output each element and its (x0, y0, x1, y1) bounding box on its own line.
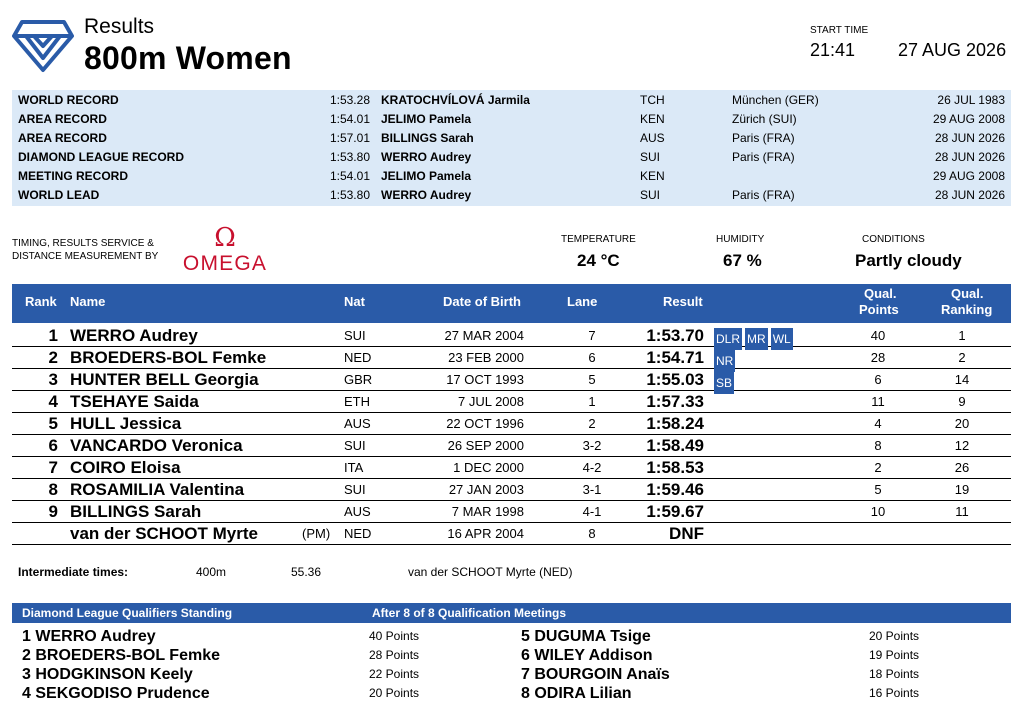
points-cell: 28 (870, 350, 886, 365)
table-row (12, 435, 1011, 457)
standings-title: Diamond League Qualifiers Standing (22, 606, 233, 620)
standing-points: 20 Points (869, 629, 920, 643)
standing-points: 16 Points (869, 686, 920, 700)
standing-name: DUGUMA Tsige (534, 628, 651, 645)
result-cell: 1:55.03 (646, 370, 704, 389)
result-cell: DNF (669, 524, 704, 543)
table-row (12, 501, 1011, 523)
result-cell: 1:58.53 (646, 458, 704, 477)
standing-name: HODGKINSON Keely (35, 666, 193, 683)
dob-cell: 26 SEP 2000 (447, 438, 524, 453)
points-cell: 40 (870, 328, 886, 343)
humidity-label: HUMIDITY (716, 234, 765, 245)
standing-item (22, 647, 220, 665)
dob-cell: 7 JUL 2008 (457, 394, 524, 409)
record-label: WORLD RECORD (18, 93, 119, 107)
record-nat: KEN (640, 169, 665, 183)
header-nat: Nat (344, 294, 365, 309)
standings-subtitle: After 8 of 8 Qualification Meetings (372, 606, 567, 620)
record-date: 28 JUN 2026 (934, 131, 1005, 145)
event-title: 800m Women (84, 40, 292, 76)
athlete-name: TSEHAYE Saida (70, 392, 199, 411)
rank-cell: 8 (48, 480, 58, 499)
standing-rank: 1 (22, 628, 31, 645)
athlete-name: WERRO Audrey (70, 326, 198, 345)
intermediate-label: Intermediate times: (18, 565, 129, 579)
record-holder: WERRO Audrey (381, 188, 472, 202)
omega-logo-icon (176, 224, 274, 274)
record-date: 29 AUG 2008 (932, 112, 1005, 126)
points-cell: 8 (874, 438, 882, 453)
standings-bar (12, 603, 1011, 623)
record-badges (714, 350, 738, 366)
intermediate-athlete: van der SCHOOT Myrte (NED) (408, 565, 573, 579)
record-badge: SB (714, 372, 734, 394)
record-label: AREA RECORD (18, 112, 107, 126)
athlete-name: HUNTER BELL Georgia (70, 370, 259, 389)
record-venue: Paris (FRA) (732, 150, 795, 164)
table-row (12, 479, 1011, 501)
record-venue: Zürich (SUI) (732, 112, 797, 126)
dob-cell: 16 APR 2004 (447, 526, 524, 541)
record-badge: WL (771, 328, 793, 350)
omega-brand-text: OMEGA (182, 252, 268, 274)
results-label: Results (84, 15, 155, 38)
record-nat: KEN (640, 112, 665, 126)
record-date: 28 JUN 2026 (934, 150, 1005, 164)
rank-cell: 2 (48, 348, 58, 367)
standing-rank: 7 (521, 666, 530, 683)
result-cell: 1:59.67 (646, 502, 704, 521)
intermediate-distance: 400m (196, 565, 227, 579)
record-badges (714, 328, 796, 344)
header-dob: Date of Birth (443, 294, 521, 309)
lane-cell: 3-1 (582, 482, 602, 497)
standing-points: 40 Points (369, 629, 420, 643)
diamond-league-logo-icon (12, 18, 74, 74)
standing-points: 19 Points (869, 648, 920, 662)
standing-rank: 8 (521, 685, 530, 702)
record-row (12, 110, 1011, 129)
header-result: Result (663, 294, 703, 309)
record-venue: Paris (FRA) (732, 131, 795, 145)
table-row (12, 523, 1011, 545)
standing-rank: 4 (22, 685, 31, 702)
lane-cell: 1 (588, 394, 596, 409)
table-row (12, 325, 1011, 347)
record-badge: NR (714, 350, 735, 372)
record-time: 1:53.28 (329, 93, 370, 107)
ranking-cell: 9 (958, 394, 966, 409)
table-row (12, 391, 1011, 413)
standing-item (521, 628, 651, 646)
points-cell: 10 (870, 504, 886, 519)
ranking-cell: 2 (958, 350, 966, 365)
table-row (12, 457, 1011, 479)
dob-cell: 27 MAR 2004 (444, 328, 524, 343)
temperature-label: TEMPERATURE (561, 234, 636, 245)
record-date: 26 JUL 1983 (937, 93, 1005, 107)
result-cell: 1:58.49 (646, 436, 704, 455)
header-qual-points-1: Qual. (864, 286, 897, 301)
header-qual-ranking-1: Qual. (951, 286, 984, 301)
rank-cell: 4 (48, 392, 58, 411)
athlete-name: VANCARDO Veronica (70, 436, 243, 455)
record-badges (714, 372, 737, 388)
nat-cell: SUI (344, 438, 366, 453)
header-qual-points-2: Points (859, 302, 899, 317)
lane-cell: 4-2 (582, 460, 602, 475)
record-holder: KRATOCHVÍLOVÁ Jarmila (381, 93, 530, 107)
result-cell: 1:58.24 (646, 414, 704, 433)
table-row (12, 413, 1011, 435)
nat-cell: ITA (344, 460, 364, 475)
points-cell: 11 (871, 394, 885, 409)
standing-name: SEKGODISO Prudence (35, 685, 210, 702)
standing-item (22, 628, 156, 646)
lane-cell: 2 (588, 416, 596, 431)
header-rank: Rank (25, 294, 57, 309)
record-venue: Paris (FRA) (732, 188, 795, 202)
conditions-value: Partly cloudy (855, 251, 962, 270)
athlete-name: BILLINGS Sarah (70, 502, 202, 521)
record-label: DIAMOND LEAGUE RECORD (18, 150, 185, 164)
nat-cell: NED (344, 350, 372, 365)
record-holder: WERRO Audrey (381, 150, 472, 164)
record-time: 1:54.01 (329, 112, 370, 126)
ranking-cell: 11 (955, 504, 969, 519)
rank-cell: 3 (48, 370, 58, 389)
start-time-label: START TIME (810, 25, 869, 36)
nat-cell: SUI (344, 482, 366, 497)
record-label: AREA RECORD (18, 131, 107, 145)
standing-item (521, 666, 670, 684)
record-row (12, 186, 1011, 205)
record-nat: TCH (640, 93, 665, 107)
standing-points: 18 Points (869, 667, 920, 681)
intermediate-time: 55.36 (291, 565, 322, 579)
standing-points: 22 Points (369, 667, 420, 681)
nat-cell: ETH (344, 394, 370, 409)
record-nat: SUI (640, 188, 661, 202)
nat-cell: SUI (344, 328, 366, 343)
rank-cell: 6 (48, 436, 58, 455)
nat-cell: AUS (344, 504, 371, 519)
timing-credit-line-1: TIMING, RESULTS SERVICE & (12, 238, 154, 249)
lane-cell: 8 (588, 526, 596, 541)
standing-item (521, 647, 653, 665)
standing-name: BROEDERS-BOL Femke (35, 647, 220, 664)
points-cell: 5 (874, 482, 882, 497)
standing-rank: 3 (22, 666, 31, 683)
start-time: 21:41 (810, 40, 856, 60)
nat-cell: NED (344, 526, 372, 541)
record-time: 1:53.80 (329, 150, 370, 164)
lane-cell: 6 (588, 350, 596, 365)
rank-cell: 5 (48, 414, 58, 433)
record-holder: BILLINGS Sarah (381, 131, 474, 145)
athlete-name: van der SCHOOT Myrte (70, 524, 258, 543)
result-cell: 1:53.70 (646, 326, 704, 345)
results-table-header (12, 284, 1011, 323)
standing-item (22, 666, 193, 684)
temperature-value: 24 °C (577, 251, 620, 270)
standing-name: BOURGOIN Anaïs (534, 666, 670, 683)
standing-rank: 6 (521, 647, 530, 664)
record-badge: MR (745, 328, 768, 350)
record-label: MEETING RECORD (18, 169, 129, 183)
rank-cell: 1 (48, 326, 58, 345)
points-cell: 4 (874, 416, 882, 431)
record-nat: SUI (640, 150, 661, 164)
record-nat: AUS (640, 131, 665, 145)
athlete-name: BROEDERS-BOL Femke (70, 348, 267, 367)
ranking-cell: 19 (954, 482, 970, 497)
standing-name: WILEY Addison (534, 647, 653, 664)
svg-text:Ω: Ω (214, 224, 236, 253)
dob-cell: 1 DEC 2000 (453, 460, 524, 475)
standing-rank: 2 (22, 647, 31, 664)
record-row (12, 129, 1011, 148)
ranking-cell: 1 (958, 328, 966, 343)
record-label: WORLD LEAD (18, 188, 100, 202)
humidity-value: 67 % (723, 251, 762, 270)
points-cell: 6 (874, 372, 882, 387)
header-qual-ranking-2: Ranking (941, 302, 993, 317)
lane-cell: 7 (588, 328, 596, 343)
event-date: 27 AUG 2026 (898, 40, 1007, 60)
points-cell: 2 (874, 460, 882, 475)
standing-name: ODIRA Lilian (534, 685, 632, 702)
nat-cell: GBR (344, 372, 373, 387)
record-venue: München (GER) (732, 93, 819, 107)
conditions-label: CONDITIONS (862, 234, 925, 245)
standing-points: 20 Points (369, 686, 420, 700)
standing-item (521, 685, 632, 703)
result-cell: 1:59.46 (646, 480, 704, 499)
standing-item (22, 685, 210, 703)
dob-cell: 23 FEB 2000 (448, 350, 524, 365)
record-time: 1:53.80 (329, 188, 370, 202)
record-holder: JELIMO Pamela (381, 112, 472, 126)
dob-cell: 27 JAN 2003 (448, 482, 524, 497)
athlete-name: ROSAMILIA Valentina (70, 480, 245, 499)
lane-cell: 4-1 (582, 504, 602, 519)
record-holder: JELIMO Pamela (381, 169, 472, 183)
nat-cell: AUS (344, 416, 371, 431)
table-row (12, 369, 1011, 391)
lane-cell: 5 (588, 372, 596, 387)
ranking-cell: 26 (954, 460, 970, 475)
standing-rank: 5 (521, 628, 530, 645)
ranking-cell: 14 (954, 372, 970, 387)
standing-points: 28 Points (369, 648, 420, 662)
header-name: Name (70, 294, 106, 309)
table-row (12, 347, 1011, 369)
athlete-name: HULL Jessica (70, 414, 182, 433)
timing-credit-line-2: DISTANCE MEASUREMENT BY (12, 251, 159, 262)
pacemaker-tag: (PM) (302, 526, 331, 541)
lane-cell: 3-2 (582, 438, 602, 453)
dob-cell: 7 MAR 1998 (451, 504, 524, 519)
record-row (12, 91, 1011, 110)
ranking-cell: 12 (954, 438, 970, 453)
record-time: 1:57.01 (329, 131, 370, 145)
dob-cell: 17 OCT 1993 (446, 372, 524, 387)
rank-cell: 9 (48, 502, 58, 521)
record-row (12, 148, 1011, 167)
record-row (12, 167, 1011, 186)
ranking-cell: 20 (954, 416, 970, 431)
record-time: 1:54.01 (329, 169, 370, 183)
record-date: 28 JUN 2026 (934, 188, 1005, 202)
dob-cell: 22 OCT 1996 (446, 416, 524, 431)
records-panel (12, 90, 1011, 206)
timing-credit (12, 237, 158, 263)
result-cell: 1:57.33 (646, 392, 704, 411)
record-badge: DLR (714, 328, 742, 350)
result-cell: 1:54.71 (646, 348, 704, 367)
standing-name: WERRO Audrey (35, 628, 156, 645)
record-date: 29 AUG 2008 (932, 169, 1005, 183)
header-lane: Lane (567, 294, 598, 309)
athlete-name: COIRO Eloisa (70, 458, 181, 477)
rank-cell: 7 (48, 458, 58, 477)
